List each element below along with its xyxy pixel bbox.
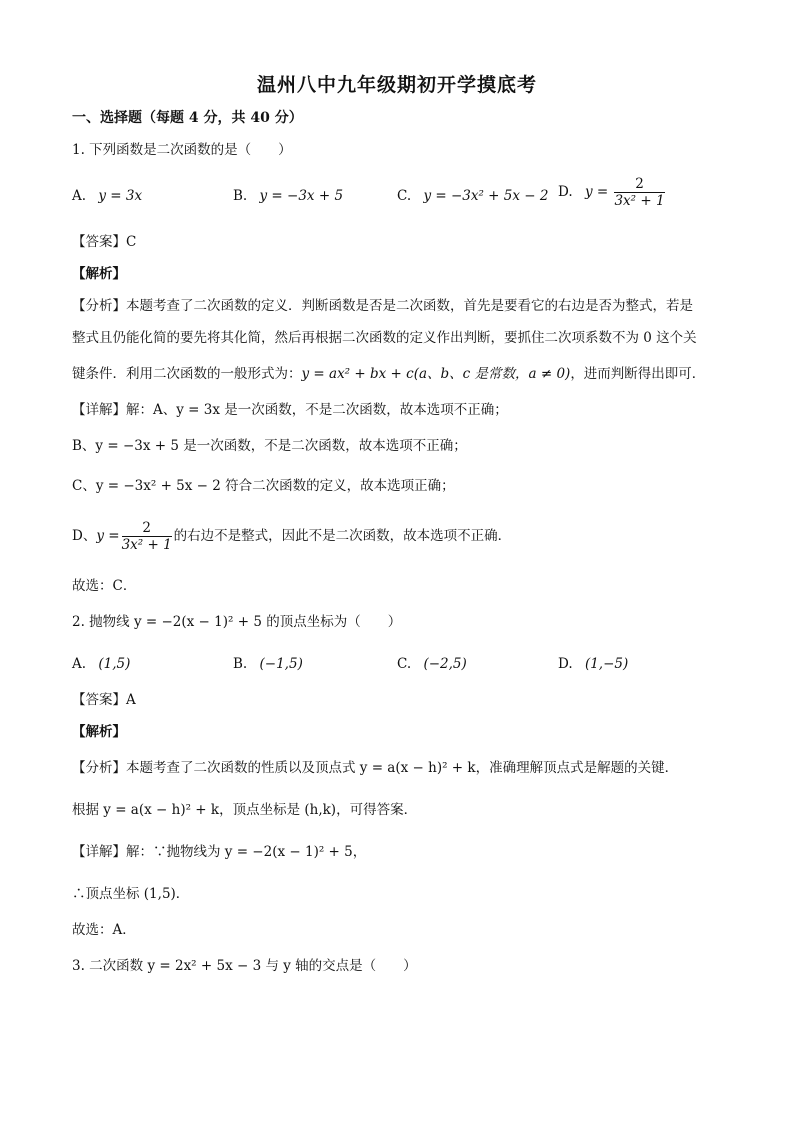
- q2-option-b-label: B.: [233, 656, 248, 672]
- q1-option-a-value: y = 3x: [98, 188, 143, 204]
- detail-d-prefix: D、: [72, 528, 97, 544]
- fraction-denominator: 3x² + 1: [614, 193, 665, 209]
- q1-option-b: [233, 186, 343, 206]
- detail-d-fraction: [122, 520, 172, 553]
- q2-basis: 根据 y = a(x − h)² + k，顶点坐标是 (h,k)，可得答案．: [72, 802, 418, 818]
- q1-option-d: [558, 176, 667, 209]
- analysis-line-3-text: 键条件．利用二次函数的一般形式为：: [72, 366, 302, 382]
- general-form-formula: y = ax² + bx + c(a、b、c 是常数，a ≠ 0): [301, 366, 571, 382]
- page-title: 温州八中九年级期初开学摸底考: [256, 74, 537, 96]
- q1-option-d-lhs: y =: [584, 184, 609, 200]
- q1-option-a: [72, 186, 142, 206]
- q2-option-b-value: (−1,5): [259, 656, 303, 672]
- q2-option-c: [397, 654, 467, 674]
- q1-option-c-value: y = −3x² + 5x − 2: [423, 188, 549, 204]
- fraction-numerator: 2: [122, 520, 172, 537]
- q2-option-c-value: (−2,5): [423, 656, 467, 672]
- q1-option-a-label: A.: [72, 188, 87, 204]
- q1-option-b-value: y = −3x + 5: [259, 188, 344, 204]
- q1-option-d-label: D.: [558, 184, 573, 200]
- q1-choose: 故选：C．: [72, 578, 137, 594]
- section-heading: 一、选择题（每题 4 分，共 40 分）: [72, 110, 303, 126]
- q2-option-d-label: D.: [558, 656, 573, 672]
- q2-option-a-value: (1,5): [98, 656, 131, 672]
- q1-detail-d: [72, 520, 511, 553]
- q2-option-a-label: A.: [72, 656, 87, 672]
- fraction-denominator: 3x² + 1: [121, 537, 172, 553]
- q2-analysis: 【分析】本题考查了二次函数的性质以及顶点式 y = a(x − h)² + k，准确理解顶点式是解题的关键．: [72, 760, 679, 776]
- q1-analysis-line-2: 整式且仍能化简的要先将其化简，然后再根据二次函数的定义作出判断，要抓住二次项系数不为 0 这个关: [72, 330, 697, 346]
- q3-stem: 3. 二次函数 y = 2x² + 5x − 3 与 y 轴的交点是（ ）: [72, 958, 417, 974]
- analysis-line-3-tail: ，进而判断得出即可．: [570, 366, 706, 382]
- q2-option-a: [72, 654, 130, 674]
- fraction-numerator: 2: [614, 176, 664, 193]
- q1-option-c-label: C.: [397, 188, 412, 204]
- q2-option-d: [558, 654, 628, 674]
- q1-option-c: [397, 186, 548, 206]
- q1-detail-a: 【详解】解：A、y = 3x 是一次函数，不是二次函数，故本选项不正确；: [72, 402, 508, 418]
- q2-choose: 故选：A．: [72, 922, 136, 938]
- q2-answer: 【答案】A: [72, 692, 136, 708]
- q1-analysis-line-3: [72, 364, 705, 384]
- q2-analysis-tag: 【解析】: [72, 724, 126, 740]
- q1-answer: 【答案】C: [72, 234, 137, 250]
- detail-d-lhs: y =: [96, 528, 120, 544]
- q2-therefore: ∴顶点坐标 (1,5)．: [72, 886, 190, 902]
- q1-option-d-fraction: [614, 176, 664, 209]
- q1-analysis-line-1: 【分析】本题考查了二次函数的定义．判断函数是否是二次函数，首先是要看它的右边是否为整式，若是: [72, 298, 693, 314]
- q1-analysis-tag: 【解析】: [72, 266, 126, 282]
- q1-stem: 1. 下列函数是二次函数的是（ ）: [72, 142, 292, 158]
- q2-option-c-label: C.: [397, 656, 412, 672]
- q2-stem: 2. 抛物线 y = −2(x − 1)² + 5 的顶点坐标为（ ）: [72, 614, 402, 630]
- q1-detail-b: B、y = −3x + 5 是一次函数，不是二次函数，故本选项不正确；: [72, 438, 467, 454]
- q1-detail-c: C、y = −3x² + 5x − 2 符合二次函数的定义，故本选项正确；: [72, 478, 455, 494]
- detail-d-suffix: 的右边不是整式，因此不是二次函数，故本选项不正确．: [173, 528, 512, 544]
- q2-option-b: [233, 654, 303, 674]
- q1-option-b-label: B.: [233, 188, 248, 204]
- q2-option-d-value: (1,−5): [584, 656, 629, 672]
- q2-detail: 【详解】解：∵抛物线为 y = −2(x − 1)² + 5，: [72, 844, 367, 860]
